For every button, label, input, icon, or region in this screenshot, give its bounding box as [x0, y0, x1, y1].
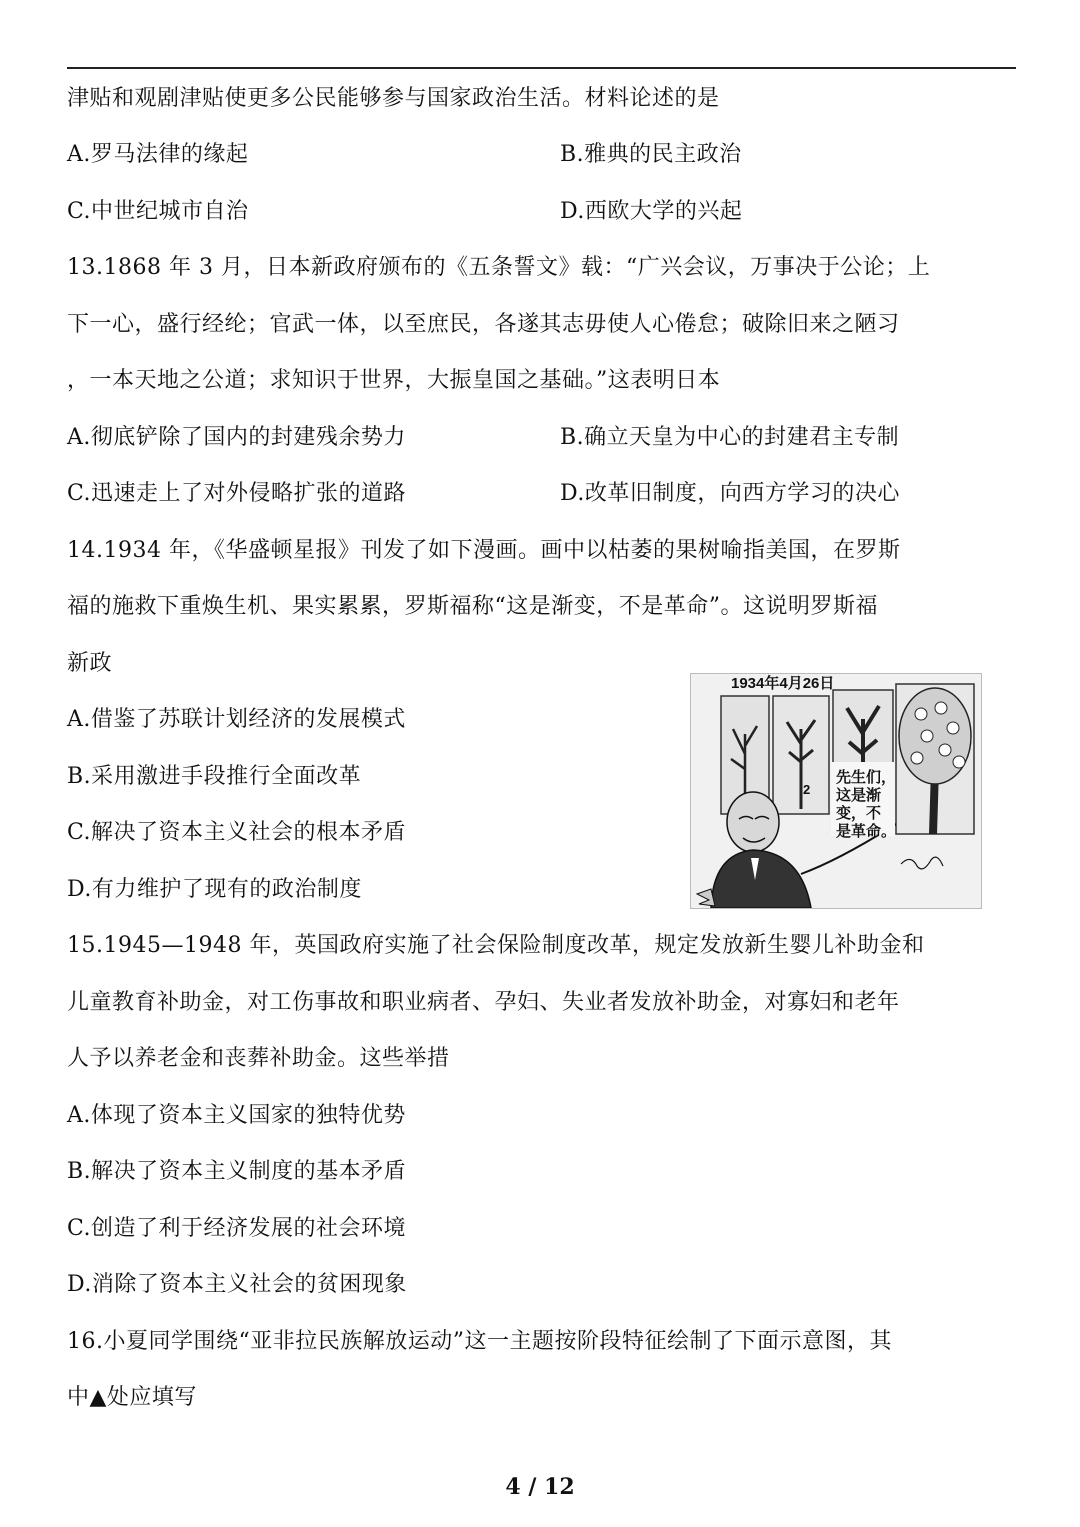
q14-stem-line-3: 新政: [67, 651, 113, 676]
q15-option-a: A.体现了资本主义国家的独特优势: [67, 1103, 406, 1128]
cartoon-speech-line-3: 变，不: [836, 804, 882, 822]
q14-stem-line-2: 福的施救下重焕生机、果实累累，罗斯福称“这是渐变，不是革命”。这说明罗斯福: [67, 594, 878, 619]
q14-option-d: D.有力维护了现有的政治制度: [67, 877, 362, 902]
q12-option-b: B.雅典的民主政治: [560, 142, 742, 167]
q14-option-a: A.借鉴了苏联计划经济的发展模式: [67, 707, 406, 732]
q13-stem-line-2: 下一心，盛行经纶；官武一体，以至庶民，各遂其志毋使人心倦怠；破除旧来之陋习: [67, 312, 900, 337]
q14-option-b: B.采用激进手段推行全面改革: [67, 764, 362, 789]
q15-stem-line-3: 人予以养老金和丧葬补助金。这些举措: [67, 1046, 450, 1071]
q15-option-b: B.解决了资本主义制度的基本矛盾: [67, 1159, 407, 1184]
roosevelt-head: [727, 792, 779, 852]
q16-stem-line-1: 16.小夏同学围绕“亚非拉民族解放运动”这一主题按阶段特征绘制了下面示意图，其: [67, 1329, 892, 1354]
cartoon-speech-line-2: 这是渐: [836, 786, 882, 804]
cartoon-speech-line-1: 先生们，: [836, 768, 897, 786]
cartoon-date: 1934年4月26日: [731, 675, 835, 692]
page-number: 4 / 12: [505, 1474, 575, 1500]
q13-option-a: A.彻底铲除了国内的封建残余势力: [67, 425, 406, 450]
q16-stem-line-2: 中▲处应填写: [67, 1385, 197, 1410]
q13-option-c: C.迅速走上了对外侵略扩张的道路: [67, 481, 407, 506]
q12-option-a: A.罗马法律的缘起: [67, 142, 249, 167]
q13-stem-line-3: ，一本天地之公道；求知识于世界，大振皇国之基础。”这表明日本: [67, 368, 721, 393]
q13-option-d: D.改革旧制度，向西方学习的决心: [560, 481, 900, 506]
q15-option-d: D.消除了资本主义社会的贫困现象: [67, 1272, 407, 1297]
q15-option-c: C.创造了利于经济发展的社会环境: [67, 1216, 407, 1241]
roosevelt-cartoon-image: [690, 673, 982, 909]
q13-stem-line-1: 13.1868 年 3 月，日本新政府颁布的《五条誓文》载：“广兴会议，万事决于公论；上: [67, 255, 931, 280]
q15-stem-line-2: 儿童教育补助金，对工伤事故和职业病者、孕妇、失业者发放补助金，对寡妇和老年: [67, 990, 900, 1015]
cartoon-panel-number: 2: [803, 782, 811, 797]
q14-option-c: C.解决了资本主义社会的根本矛盾: [67, 820, 407, 845]
header-rule: [67, 67, 1016, 69]
cartoon-speech-line-4: 是革命。: [836, 822, 897, 840]
q13-option-b: B.确立天皇为中心的封建君主专制: [560, 425, 900, 450]
q12-stem-continuation: 津贴和观剧津贴使更多公民能够参与国家政治生活。材料论述的是: [67, 86, 720, 111]
q14-stem-line-1: 14.1934 年，《华盛顿星报》刊发了如下漫画。画中以枯萎的果树喻指美国，在罗斯: [67, 538, 901, 563]
q12-option-d: D.西欧大学的兴起: [560, 199, 743, 224]
q12-option-c: C.中世纪城市自治: [67, 199, 249, 224]
q15-stem-line-1: 15.1945—1948 年，英国政府实施了社会保险制度改革，规定发放新生婴儿补助金和: [67, 933, 925, 958]
cartoon-drawing: [691, 674, 981, 908]
